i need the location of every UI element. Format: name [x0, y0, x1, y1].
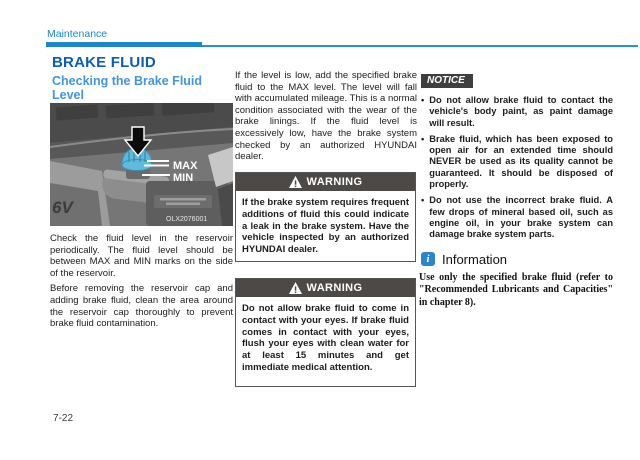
information-text: Use only the specified brake fluid (refer to "Recommended Lubricants and Capacities" in chapter 8).: [419, 271, 613, 308]
brake-fluid-reservoir-figure: [50, 103, 233, 226]
notice-list: [421, 95, 613, 241]
warning-triangle-icon: [289, 282, 302, 294]
left-column: [50, 233, 233, 330]
warning-text: If the brake system requires frequent additions of fluid this could indicate a leak in the brake system. Have the vehicle inspected by an authorized HYUNDAI dealer.: [242, 197, 409, 256]
notice-bullet-item: [421, 95, 613, 129]
warning-triangle-icon: [289, 176, 302, 188]
header-rule-line: [202, 45, 638, 47]
warning-label: WARNING: [306, 176, 363, 188]
page-title: BRAKE FLUID: [52, 54, 156, 71]
information-heading: [421, 252, 613, 267]
page-number: 7-22: [53, 413, 74, 424]
warning-label: WARNING: [306, 282, 363, 294]
section-subtitle: Checking the Brake Fluid Level: [52, 74, 203, 102]
section-label: Maintenance: [47, 28, 108, 40]
figure-code: OLX2076001: [166, 216, 208, 223]
middle-column: [235, 70, 417, 400]
paragraph: Before removing the reservoir cap and adding brake fluid, clean the area around the reservoir cap thoroughly to prevent brake fluid contamination.: [50, 283, 233, 330]
warning-box: [235, 278, 416, 387]
notice-bullet-text: Do not allow brake fluid to contact the vehicle's body paint, as paint damage will result.: [429, 95, 613, 128]
notice-bullet-item: [421, 134, 613, 190]
notice-bullet-text: Brake fluid, which has been exposed to open air for an extended time should NEVER be used as its quality cannot be guaranteed. It should be disposed of properly.: [429, 133, 613, 190]
min-mark-label: MIN: [173, 172, 194, 184]
warning-box: [235, 172, 416, 262]
warning-header: [236, 279, 415, 297]
warning-header: [236, 173, 415, 191]
notice-bullet-text: Do not use the incorrect brake fluid. A few drops of mineral based oil, such as engine oil, in your brake system can damage brake system parts.: [429, 195, 613, 240]
bullet-icon: •: [421, 95, 425, 105]
warning-text: Do not allow brake fluid to come in contact with your eyes. If brake fluid comes in contact with your eyes, flush your eyes with clean water for at least 15 minutes and get immediate medical attention.: [242, 303, 409, 373]
info-icon: i: [421, 252, 435, 266]
bullet-icon: •: [421, 195, 425, 206]
engine-bay-photo: [50, 103, 233, 226]
engine-6v-label: 6V: [52, 198, 73, 217]
right-column: [421, 70, 613, 309]
notice-badge: NOTICE: [421, 74, 473, 88]
header-accent-bar: [46, 42, 202, 47]
bullet-icon: •: [421, 133, 425, 144]
notice-bullet-item: [421, 195, 613, 240]
paragraph: If the level is low, add the specified brake fluid to the MAX level. The level will fall with accumulated mileage. This is a normal condition associated with the wear of the brake linings. If the fluid level is excessively low, have the brake system checked by an authorized HYUNDAI dealer.: [235, 70, 417, 163]
information-title: Information: [442, 251, 508, 267]
paragraph: Check the fluid level in the reservoir periodically. The fluid level should be between MAX and MIN marks on the side of the reservoir.: [50, 233, 233, 279]
max-mark-label: MAX: [173, 160, 198, 172]
